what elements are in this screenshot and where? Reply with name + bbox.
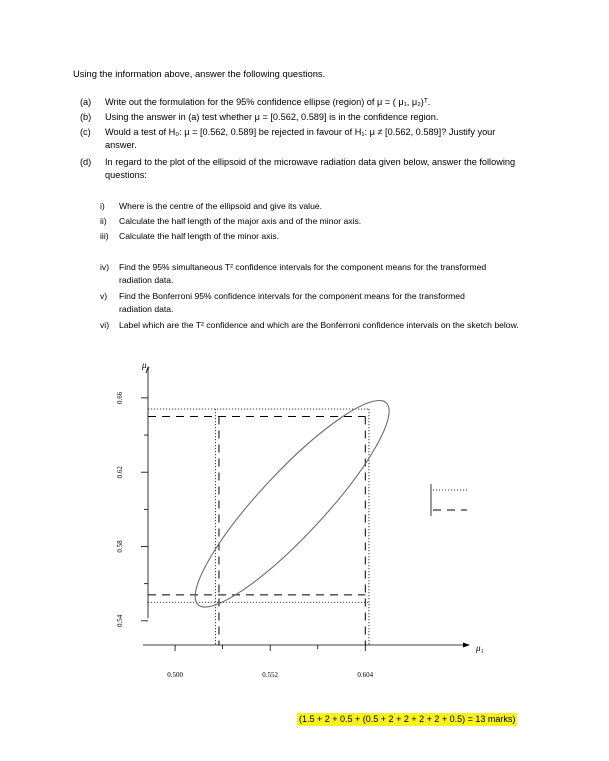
question-label: (c) xyxy=(80,127,91,137)
question-text: Would a test of H₀: μ = [0.562, 0.589] be rejected in favour of H₁: μ ≠ [0.562, 0.589]? Justify your answer. xyxy=(105,127,496,150)
marks-highlight: (1.5 + 2 + 0.5 + (0.5 + 2 + 2 + 2 + 2 + 0.5) = 13 marks) xyxy=(299,714,516,724)
question-text: Using the answer in (a) test whether μ = [0.562, 0.589] is in the confidence region. xyxy=(105,112,439,122)
x-axis-label: μ₁ xyxy=(476,643,484,653)
x-tick-label: 0.552 xyxy=(262,671,279,679)
question-text: Write out the formulation for the 95% confidence ellipse (region) of μ = ( μ₁, μ₂)ᵀ. xyxy=(105,97,431,107)
chart-legend xyxy=(431,484,467,516)
subquestion-label: iv) xyxy=(100,262,110,272)
subquestion-label: iii) xyxy=(100,231,109,241)
subquestion-text: Calculate the half length of the minor axis. xyxy=(119,231,280,241)
y-tick-label: 0.58 xyxy=(116,540,124,553)
subquestion-label: v) xyxy=(100,291,108,301)
x-tick-label: 0.604 xyxy=(357,671,374,679)
y-tick-label: 0.66 xyxy=(116,391,124,404)
subquestion-label: vi) xyxy=(100,320,110,330)
subquestion-text: Label which are the T² confidence and which are the Bonferroni confidence intervals on the sketch below. xyxy=(119,320,519,330)
chart-axes xyxy=(116,360,484,679)
subquestion-text: Find the 95% simultaneous T² confidence intervals for the component means for the transformed radiation data. xyxy=(119,262,487,285)
subquestion-label: i) xyxy=(100,201,105,211)
subquestion-label: ii) xyxy=(100,216,107,226)
question-label: (b) xyxy=(80,112,92,122)
chart-marks xyxy=(148,381,410,645)
subquestion-text: Find the Bonferroni 95% confidence intervals for the component means for the transformed radiation data. xyxy=(119,291,465,314)
subquestion-text: Where is the centre of the ellipsoid and give its value. xyxy=(119,201,323,211)
subquestion-text: Calculate the half length of the major axis and of the minor axis. xyxy=(119,216,362,226)
question-text: In regard to the plot of the ellipsoid of the microwave radiation data given below, answer the following questions: xyxy=(105,157,516,180)
question-label: (d) xyxy=(80,157,92,167)
intro-text: Using the information above, answer the following questions. xyxy=(73,68,326,79)
question-label: (a) xyxy=(80,97,92,107)
confidence-ellipse xyxy=(175,381,410,627)
x-axis-arrowhead xyxy=(463,643,470,648)
y-tick-label: 0.62 xyxy=(116,466,124,479)
y-tick-label: 0.54 xyxy=(116,614,124,627)
y-axis-label: μ₂ xyxy=(142,360,150,370)
x-tick-label: 0.500 xyxy=(167,671,183,679)
